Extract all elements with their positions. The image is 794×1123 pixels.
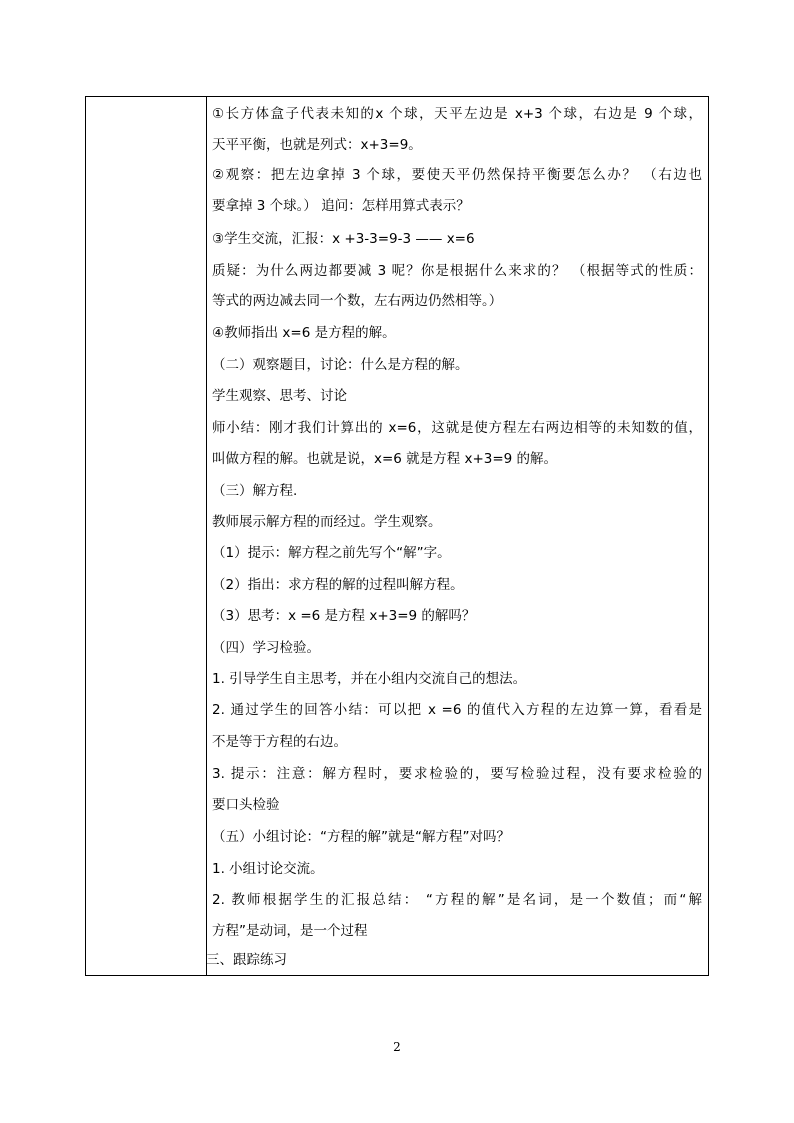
list-item: 1. 小组讨论交流。	[212, 861, 324, 877]
list-item: （2）指出：求方程的解的过程叫解方程。	[212, 577, 464, 593]
section-heading: （三）解方程.	[212, 483, 298, 499]
section-heading: （四）学习检验。	[212, 640, 320, 656]
section-heading: （五）小组讨论：“方程的解”就是“解方程”对吗？	[212, 829, 510, 845]
paragraph-line: ③学生交流，汇报：x +3-3=9-3 —— x=6	[212, 231, 475, 247]
paragraph-line: 等式的两边减去同一个数，左右两边仍然相等。）	[212, 293, 503, 309]
paragraph-line: ①长方体盒子代表未知的x 个球，天平左边是 x+3 个球，右边是 9 个球，	[212, 106, 702, 122]
paragraph-line: 质疑：为什么两边都要减 3 呢？你是根据什么来求的？ （根据等式的性质：	[212, 263, 702, 279]
table-left-cell	[85, 96, 206, 976]
list-item: 2. 教师根据学生的汇报总结： “方程的解”是名词，是一个数值；而“解	[212, 892, 702, 908]
paragraph-line: 方程”是动词，是一个过程	[212, 923, 368, 939]
paragraph-line: 师小结：刚才我们计算出的 x=6，这就是使方程左右两边相等的未知数的值，	[212, 420, 702, 436]
list-item: （1）提示：解方程之前先写个“解”字。	[212, 545, 451, 561]
paragraph-line: 学生观察、思考、讨论	[212, 388, 347, 404]
paragraph-line: 要拿掉 3 个球。） 追问：怎样用算式表示？	[212, 198, 470, 214]
paragraph-line: 不是等于方程的右边。	[212, 734, 347, 750]
list-item: 3. 提示：注意：解方程时，要求检验的，要写检验过程，没有要求检验的	[212, 766, 702, 782]
section-heading: 三、跟踪练习	[206, 952, 287, 968]
table-column-divider	[206, 96, 207, 976]
page-number: 2	[393, 1040, 401, 1054]
paragraph-line: 叫做方程的解。也就是说，x=6 就是方程 x+3=9 的解。	[212, 451, 558, 467]
list-item: 1. 引导学生自主思考，并在小组内交流自己的想法。	[212, 671, 527, 687]
section-heading: （二）观察题目，讨论：什么是方程的解。	[212, 357, 469, 373]
paragraph-line: 天平平衡，也就是列式：x+3=9。	[212, 137, 422, 153]
paragraph-line: 教师展示解方程的而经过。学生观察。	[212, 514, 442, 530]
list-item: （3）思考：x =6 是方程 x+3=9 的解吗？	[212, 608, 476, 624]
paragraph-line: ②观察：把左边拿掉 3 个球，要使天平仍然保持平衡要怎么办？ （右边也	[212, 167, 702, 183]
paragraph-line: ④教师指出 x=6 是方程的解。	[212, 325, 396, 341]
paragraph-line: 要口头检验	[212, 797, 280, 813]
list-item: 2. 通过学生的回答小结：可以把 x =6 的值代入方程的左边算一算，看看是	[212, 702, 702, 718]
